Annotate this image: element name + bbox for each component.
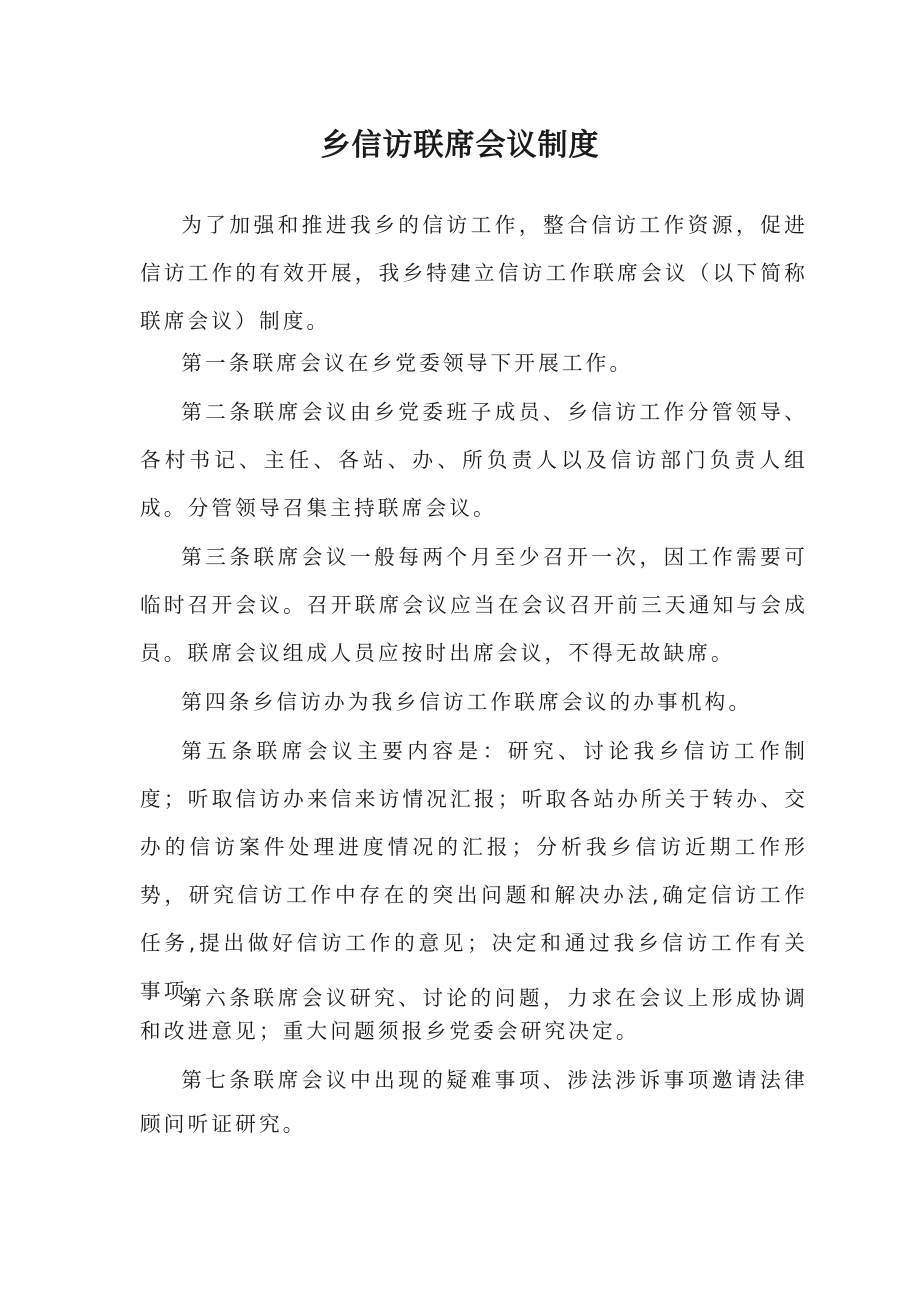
- article-3-paragraph: 第三条联席会议一般每两个月至少召开一次，因工作需要可临时召开会议。召开联席会议应当在会议召开前三天通知与会成员。联席会议组成人员应按时出席会议，不得无故缺席。: [140, 545, 808, 665]
- article-6-paragraph: 第六条联席会议研究、讨论的问题，力求在会议上形成协调和改进意见；重大问题须报乡党委会研究决定。: [140, 986, 808, 1043]
- article-7-paragraph: 第七条联席会议中出现的疑难事项、涉法涉诉事项邀请法律顾问听证研究。: [140, 1068, 808, 1136]
- document-title: 乡信访联席会议制度: [320, 128, 600, 163]
- article-2-paragraph: 第二条联席会议由乡党委班子成员、乡信访工作分管领导、各村书记、主任、各站、办、所负责人以及信访部门负责人组成。分管领导召集主持联席会议。: [140, 400, 808, 520]
- article-4-paragraph: 第四条乡信访办为我乡信访工作联席会议的办事机构。: [181, 690, 753, 714]
- article-1-paragraph: 第一条联席会议在乡党委领导下开展工作。: [181, 351, 634, 375]
- preamble-paragraph: 为了加强和推进我乡的信访工作，整合信访工作资源，促进信访工作的有效开展，我乡特建立信访工作联席会议（以下简称联席会议）制度。: [140, 213, 808, 333]
- article-5-paragraph: 第五条联席会议主要内容是：研究、讨论我乡信访工作制度；听取信访办来信来访情况汇报；听取各站办所关于转办、交办的信访案件处理进度情况的汇报；分析我乡信访近期工作形势，研究信访工作中存在的突出问题和解决办法,确定信访工作任务,提出做好信访工作的意见；决定和通过我乡信访工作有关事项。: [140, 739, 808, 1003]
